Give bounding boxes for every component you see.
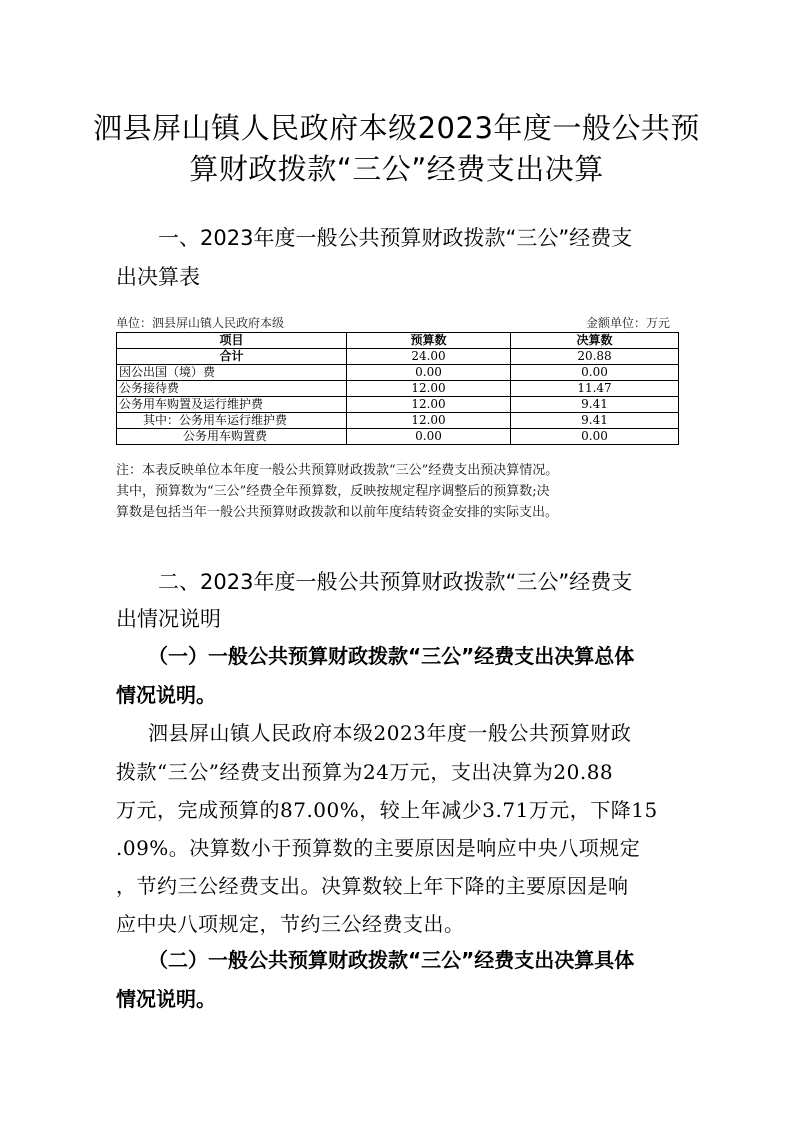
row-name: 合计 [117, 349, 347, 365]
table-header-row [117, 333, 679, 349]
paragraph-line: ，节约三公经费支出。决算数较上年下降的主要原因是响 [116, 874, 629, 898]
header-final: 决算数 [511, 333, 679, 349]
row-final: 9.41 [511, 413, 679, 429]
table-row [117, 381, 679, 397]
table-note-line3: 算数是包括当年一般公共预算财政拨款和以前年度结转资金安排的实际支出。 [116, 505, 559, 520]
paragraph-line: .09%。决算数小于预算数的主要原因是响应中央八项规定 [116, 836, 641, 860]
header-budget: 预算数 [347, 333, 511, 349]
row-name: 公务用车购置费 [117, 429, 347, 445]
paragraph-line: 万元，完成预算的87.00%，较上年减少3.71万元，下降15 [116, 798, 658, 822]
section1-heading-line1: 一、2023年度一般公共预算财政拨款“三公”经费支 [158, 226, 633, 250]
row-budget: 0.00 [347, 429, 511, 445]
doc-title-line2: 算财政拨款“三公”经费支出决算 [189, 152, 604, 186]
subsection2-heading-line2: 情况说明。 [116, 987, 216, 1011]
section2-heading-line2: 出情况说明 [116, 607, 221, 631]
subsection1-heading-line1: （一）一般公共预算财政拨款“三公”经费支出决算总体 [148, 644, 635, 668]
row-budget: 24.00 [347, 349, 511, 365]
three-public-expenses-table [116, 332, 679, 445]
table-row [117, 413, 679, 429]
currency-label: 金额单位：万元 [586, 316, 671, 330]
paragraph-line: 应中央八项规定，节约三公经费支出。 [116, 912, 465, 936]
row-final: 20.88 [511, 349, 679, 365]
row-final: 11.47 [511, 381, 679, 397]
row-name: 公务用车购置及运行维护费 [117, 397, 347, 413]
table-row [117, 397, 679, 413]
row-final: 0.00 [511, 429, 679, 445]
paragraph-line: 拨款“三公”经费支出预算为24万元，支出决算为20.88 [116, 760, 614, 784]
section1-heading-line2: 出决算表 [116, 265, 200, 289]
row-budget: 0.00 [347, 365, 511, 381]
row-budget: 12.00 [347, 397, 511, 413]
row-budget: 12.00 [347, 413, 511, 429]
row-final: 0.00 [511, 365, 679, 381]
table-row [117, 365, 679, 381]
section2-heading-line1: 二、2023年度一般公共预算财政拨款“三公”经费支 [158, 570, 633, 594]
unit-label: 单位：泗县屏山镇人民政府本级 [116, 316, 285, 330]
table-row-total [117, 349, 679, 365]
row-final: 9.41 [511, 397, 679, 413]
header-item: 项目 [117, 333, 347, 349]
subsection1-heading-line2: 情况说明。 [116, 683, 216, 707]
row-budget: 12.00 [347, 381, 511, 397]
table-note-line2: 其中，预算数为“三公”经费全年预算数，反映按规定程序调整后的预算数;决 [116, 484, 550, 499]
row-name: 因公出国（境）费 [117, 365, 347, 381]
row-name: 其中：公务用车运行维护费 [117, 413, 347, 429]
paragraph-line: 泗县屏山镇人民政府本级2023年度一般公共预算财政 [148, 721, 632, 745]
table-note-line1: 注：本表反映单位本年度一般公共预算财政拨款“三公”经费支出预决算情况。 [116, 463, 559, 478]
doc-title-line1: 泗县屏山镇人民政府本级2023年度一般公共预 [93, 111, 700, 145]
table-row [117, 429, 679, 445]
row-name: 公务接待费 [117, 381, 347, 397]
subsection2-heading-line1: （二）一般公共预算财政拨款“三公”经费支出决算具体 [148, 948, 635, 972]
